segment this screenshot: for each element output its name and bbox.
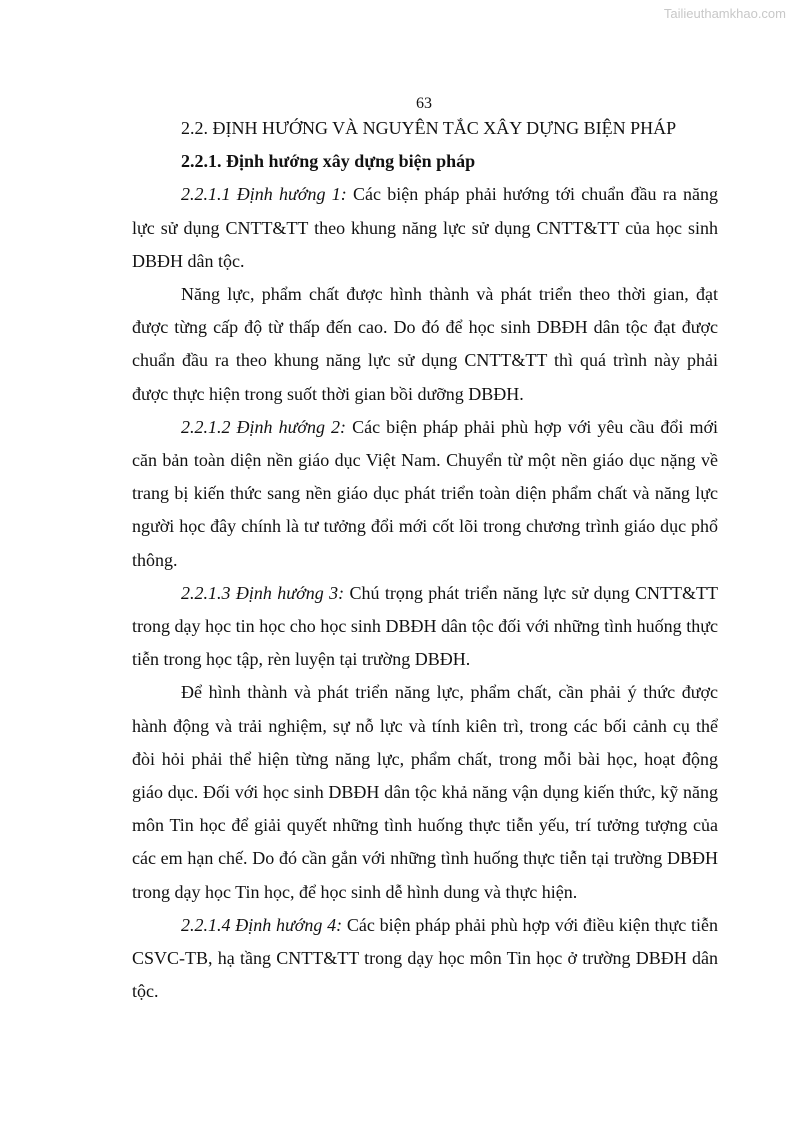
- watermark: Tailieuthamkhao.com: [663, 6, 786, 21]
- paragraph-text: Các biện pháp phải hướng tới chuẩn đầu ra năng lực sử dụng CNTT&TT theo khung năng lực sử dụng CNTT&TT của học sinh DBĐH dân tộc.: [132, 184, 718, 271]
- paragraph-text: Năng lực, phẩm chất được hình thành và phát triển theo thời gian, đạt được từng cấp độ từ thấp đến cao. Do đó để học sinh DBĐH dân tộc đạt được chuẩn đầu ra theo khung năng lực sử dụng CNTT&TT thì quá trình này phải được thực hiện trong suốt thời gian bồi dưỡng DBĐH.: [132, 284, 718, 404]
- orientation-label: 2.2.1.2 Định hướng 2:: [181, 416, 347, 437]
- paragraph-text: Để hình thành và phát triển năng lực, phẩm chất, cần phải ý thức được hành động và trải nghiệm, sự nỗ lực và tính kiên trì, trong các bối cảnh cụ thể đòi hỏi phải thể hiện từng năng lực, phẩm chất, trong mỗi bài học, hoạt động giáo dục. Đối với học sinh DBĐH dân tộc khả năng vận dụng kiến thức, kỹ năng môn Tin học để giải quyết những tình huống thực tiễn yếu, trí tưởng tượng của các em hạn chế. Do đó cần gắn với những tình huống thực tiễn tại trường DBĐH trong dạy học Tin học, để học sinh dễ hình dung và thực hiện.: [132, 682, 718, 902]
- paragraph-text: Các biện pháp phải phù hợp với điều kiện thực tiễn CSVC-TB, hạ tầng CNTT&TT trong dạy học môn Tin học ở trường DBĐH dân tộc.: [132, 914, 718, 1002]
- paragraph-text: Các biện pháp phải phù hợp với yêu cầu đổi mới căn bản toàn diện nền giáo dục Việt Nam. Chuyển từ một nền giáo dục nặng về trang bị kiến thức sang nền giáo dục phát triển toàn diện phẩm chất và năng lực người học đây chính là tư tưởng đổi mới cốt lõi trong chương trình giáo dục phổ thông.: [132, 416, 718, 570]
- paragraph-orientation-4: [132, 909, 718, 1009]
- paragraph-orientation-3: [132, 577, 718, 677]
- paragraph-text: Chú trọng phát triển năng lực sử dụng CNTT&TT trong dạy học tin học cho học sinh DBĐH dân tộc đối với những tình huống thực tiễn trong học tập, rèn luyện tại trường DBĐH.: [132, 582, 718, 670]
- orientation-label: 2.2.1.1 Định hướng 1:: [181, 184, 347, 205]
- paragraph-practical-situations: [132, 676, 718, 908]
- paragraph-orientation-1: [132, 178, 718, 278]
- subsection-heading: 2.2.1. Định hướng xây dựng biện pháp: [181, 151, 476, 172]
- orientation-label: 2.2.1.4 Định hướng 4:: [181, 914, 343, 935]
- page-number: 63: [416, 95, 432, 112]
- orientation-label: 2.2.1.3 Định hướng 3:: [181, 582, 345, 603]
- section-heading: 2.2. ĐỊNH HƯỚNG VÀ NGUYÊN TẮC XÂY DỰNG BIỆN PHÁP: [181, 118, 677, 138]
- paragraph-capability-development: [132, 278, 718, 411]
- page-content: [132, 112, 718, 1008]
- paragraph-orientation-2: [132, 411, 718, 577]
